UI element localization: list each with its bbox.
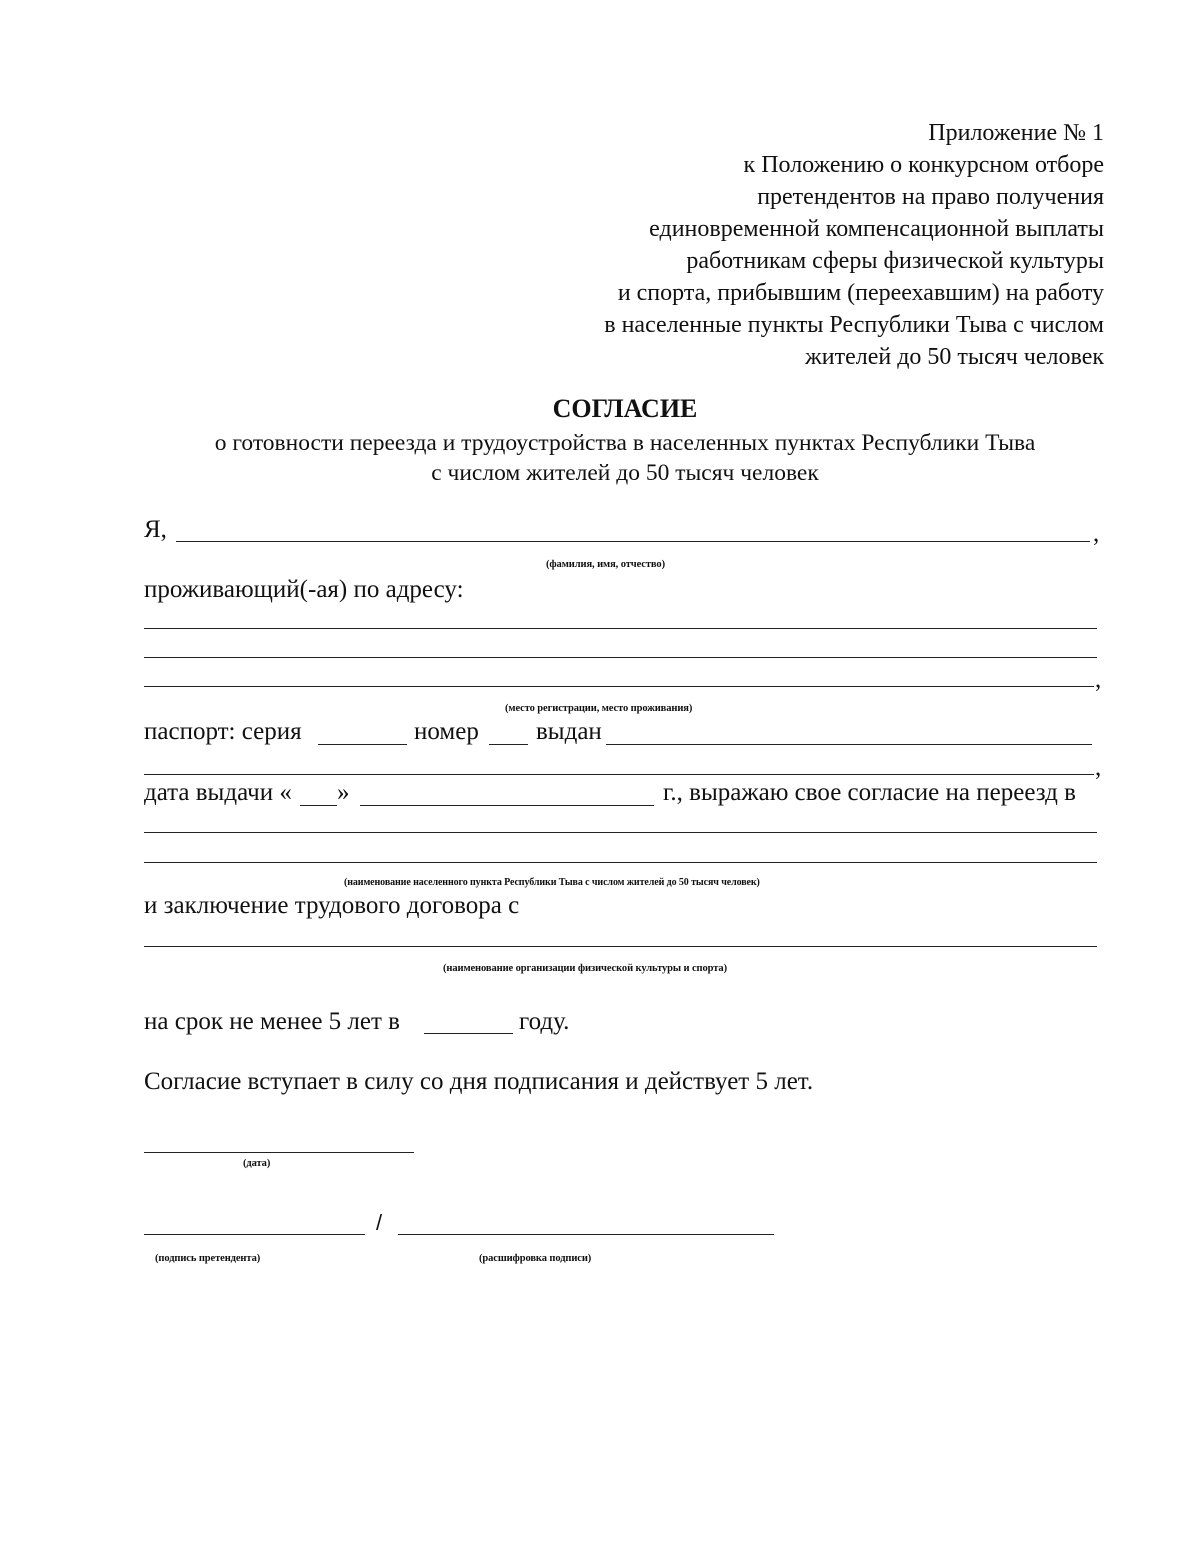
passport-series-field[interactable] — [318, 744, 407, 745]
issue-month-year-field[interactable] — [360, 805, 654, 806]
signature-caption: (подпись претендента) — [155, 1253, 261, 1264]
date-caption: (дата) — [243, 1158, 271, 1169]
address-trailing-comma: , — [1095, 666, 1102, 693]
issue-date-label: дата выдачи « — [144, 779, 292, 806]
appendix-block — [604, 117, 1104, 373]
validity-text: Согласие вступает в силу со дня подписания и действует 5 лет. — [144, 1068, 814, 1095]
organization-field[interactable] — [144, 946, 1097, 947]
i-label: Я, — [144, 516, 167, 543]
issue-date-close: » — [337, 779, 350, 806]
appendix-line: в населенные пункты Республики Тыва с числом — [604, 312, 1104, 338]
term-year-field[interactable] — [424, 1033, 513, 1034]
address-field-2[interactable] — [144, 657, 1097, 658]
appendix-line: единовременной компенсационной выплаты — [649, 216, 1104, 242]
address-caption: (место регистрации, место проживания) — [505, 703, 693, 714]
settlement-caption: (наименование населенного пункта Республики Тыва с числом жителей до 50 тысяч человек) — [344, 877, 760, 888]
subtitle-line-2: с числом жителей до 50 тысяч человек — [431, 460, 819, 486]
passport-series-label: паспорт: серия — [144, 718, 302, 745]
passport-issued-field-2[interactable] — [144, 774, 1094, 775]
settlement-field-2[interactable] — [144, 862, 1097, 863]
subtitle-line-1: о готовности переезда и трудоустройства в населенных пунктах Республики Тыва — [214, 430, 1036, 456]
passport-number-label: номер — [414, 718, 479, 745]
date-field[interactable] — [144, 1152, 414, 1153]
document-subtitle — [0, 428, 1200, 488]
fio-field[interactable] — [176, 541, 1090, 542]
address-field-1[interactable] — [144, 628, 1097, 629]
appendix-line: Приложение № 1 — [928, 120, 1104, 146]
consent-text: г., выражаю свое согласие на переезд в — [663, 779, 1076, 806]
passport-trailing-comma: , — [1095, 754, 1102, 781]
appendix-line: работникам сферы физической культуры — [686, 248, 1104, 274]
document-title: СОГЛАСИЕ — [552, 394, 698, 423]
address-label: проживающий(-ая) по адресу: — [144, 576, 464, 603]
term-year-word: году. — [519, 1008, 570, 1035]
fio-trailing-comma: , — [1093, 520, 1100, 547]
decryption-caption: (расшифровка подписи) — [479, 1253, 592, 1264]
address-field-3[interactable] — [144, 686, 1094, 687]
issue-day-field[interactable] — [300, 805, 337, 806]
settlement-field-1[interactable] — [144, 832, 1097, 833]
fio-caption: (фамилия, имя, отчество) — [546, 559, 665, 570]
appendix-line: претендентов на право получения — [757, 184, 1104, 210]
appendix-line: к Положению о конкурсном отборе — [743, 152, 1104, 178]
passport-issued-field[interactable] — [606, 744, 1092, 745]
signature-field[interactable] — [144, 1234, 365, 1235]
organization-caption: (наименование организации физической культуры и спорта) — [443, 963, 727, 974]
passport-number-field[interactable] — [489, 744, 528, 745]
passport-issued-label: выдан — [536, 718, 602, 745]
term-label: на срок не менее 5 лет в — [144, 1008, 400, 1035]
contract-label: и заключение трудового договора с — [144, 892, 520, 919]
appendix-line: жителей до 50 тысяч человек — [805, 344, 1104, 370]
signature-slash: / — [376, 1210, 383, 1235]
decryption-field[interactable] — [398, 1234, 774, 1235]
appendix-line: и спорта, прибывшим (переехавшим) на работу — [617, 280, 1104, 306]
